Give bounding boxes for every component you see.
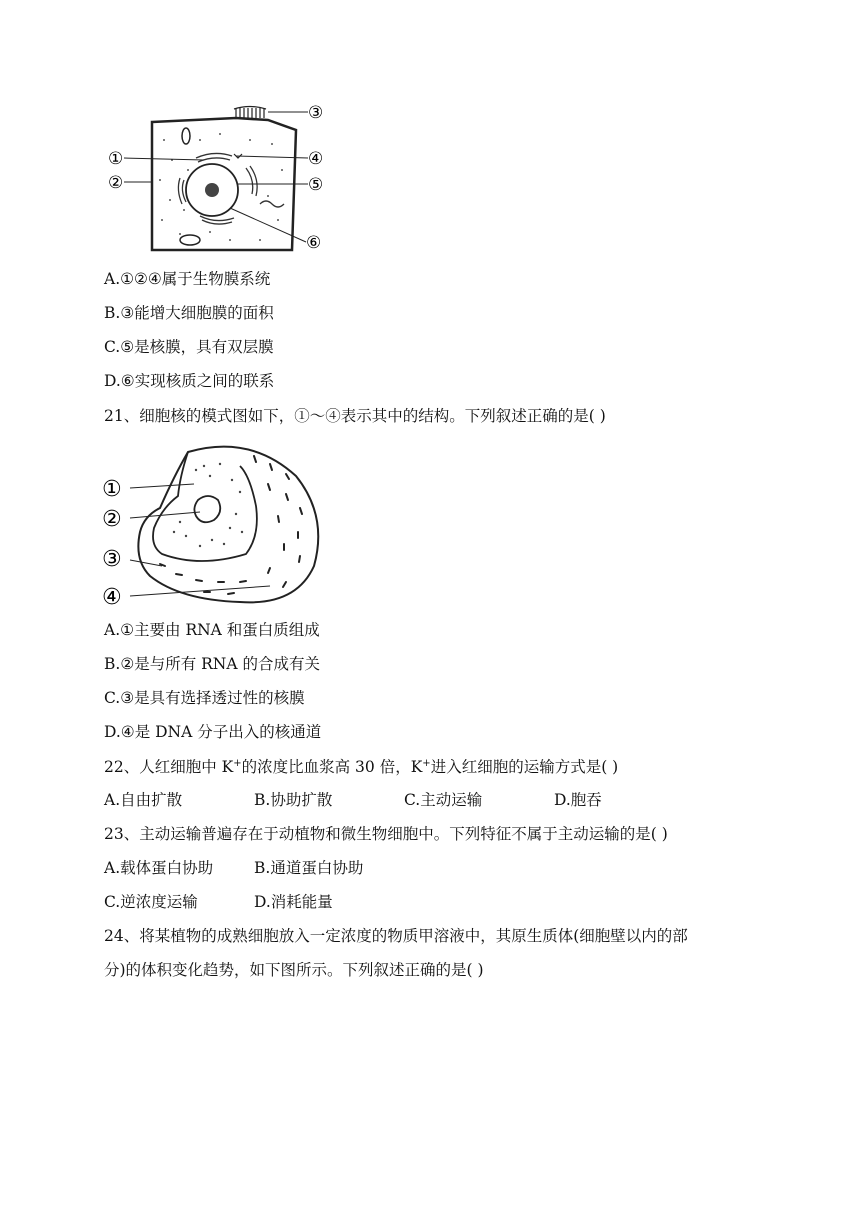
nucleus-label-4: ④ — [102, 585, 122, 610]
q22-stem-a: 22、人红细胞中 K — [104, 758, 234, 776]
q22-option-b: B.协助扩散 — [254, 791, 333, 809]
q21-option-d: D.④是 DNA 分子出入的核通道 — [104, 723, 322, 741]
q23-option-c: C.逆浓度运输 — [104, 893, 198, 911]
q22-option-a: A.自由扩散 — [104, 791, 183, 809]
q23-option-b: B.通道蛋白协助 — [254, 859, 364, 877]
q21-option-c: C.③是具有选择透过性的核膜 — [104, 689, 305, 707]
nucleus-label-1: ① — [102, 477, 122, 502]
q22-stem — [104, 756, 618, 778]
cell-label-6: ⑥ — [306, 233, 322, 253]
cell-label-1: ① — [108, 149, 124, 169]
nucleus-label-3: ③ — [102, 547, 122, 572]
q23-option-a: A.载体蛋白协助 — [104, 859, 214, 877]
q24-stem-line2: 分)的体积变化趋势，如下图所示。下列叙述正确的是( ) — [104, 961, 484, 979]
cell-label-4: ④ — [308, 149, 324, 169]
q20-option-c: C.⑤是核膜，具有双层膜 — [104, 338, 274, 356]
cell-diagram — [100, 100, 360, 260]
nucleus-diagram — [100, 436, 330, 611]
nucleus-label-2: ② — [102, 507, 122, 532]
q24-stem-line1: 24、将某植物的成熟细胞放入一定浓度的物质甲溶液中，其原生质体(细胞壁以内的部 — [104, 927, 688, 945]
q20-option-a: A.①②④属于生物膜系统 — [104, 270, 271, 288]
q22-stem-c: 进入红细胞的运输方式是( ) — [430, 758, 619, 776]
q22-option-d: D.胞吞 — [554, 791, 602, 809]
q21-option-b: B.②是与所有 RNA 的合成有关 — [104, 655, 320, 673]
q23-stem: 23、主动运输普遍存在于动植物和微生物细胞中。下列特征不属于主动运输的是( ) — [104, 825, 668, 843]
q23-option-d: D.消耗能量 — [254, 893, 333, 911]
cell-label-3: ③ — [308, 103, 324, 123]
q20-option-d: D.⑥实现核质之间的联系 — [104, 372, 275, 390]
q22-stem-b: 的浓度比血浆高 30 倍，K — [241, 758, 423, 776]
cell-label-2: ② — [108, 173, 124, 193]
q22-sup-2: + — [422, 757, 431, 769]
q22-option-c: C.主动运输 — [404, 791, 483, 809]
q21-stem: 21、细胞核的模式图如下，①～④表示其中的结构。下列叙述正确的是( ) — [104, 407, 606, 425]
q22-sup-1: + — [233, 757, 242, 769]
q21-option-a: A.①主要由 RNA 和蛋白质组成 — [104, 621, 320, 639]
cell-label-5: ⑤ — [308, 175, 324, 195]
q20-option-b: B.③能增大细胞膜的面积 — [104, 304, 274, 322]
